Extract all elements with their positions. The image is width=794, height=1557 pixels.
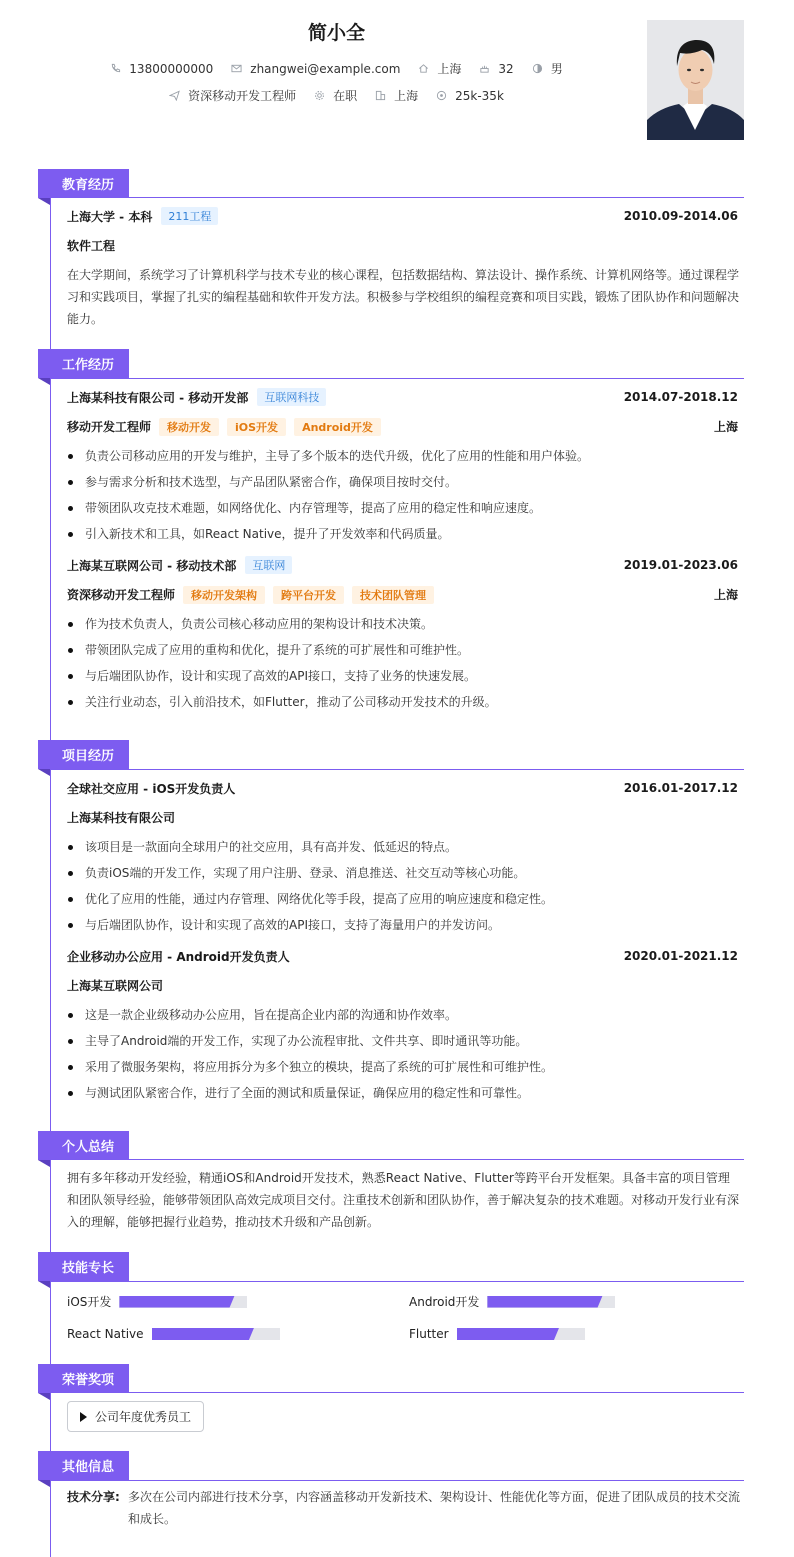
target-city-text: 上海 xyxy=(394,89,419,103)
target-position-info xyxy=(169,87,296,104)
work-period: 2019.01-2023.06 xyxy=(623,558,738,572)
skill-tag: 移动开发架构 xyxy=(183,586,265,604)
section-divider xyxy=(50,1281,744,1282)
list-item: 负责iOS端的开发工作，实现了用户注册、登录、消息推送、社交互动等核心功能。 xyxy=(67,862,738,888)
skill-bar-fill xyxy=(152,1328,254,1340)
email-info xyxy=(231,62,400,76)
play-icon xyxy=(80,1412,87,1422)
job-title: 移动开发工程师 xyxy=(67,420,152,434)
other-info-label: 技术分享: xyxy=(67,1490,120,1504)
list-item: 参与需求分析和技术选型，与产品团队紧密合作，确保项目按时交付。 xyxy=(67,471,738,497)
section-divider xyxy=(50,197,744,198)
project-company: 上海某科技有限公司 xyxy=(67,810,176,825)
skill-tag: 移动开发 xyxy=(159,418,219,436)
section-title-work: 工作经历 xyxy=(38,349,129,378)
list-item: 带领团队攻克技术难题，如网络优化、内存管理等，提高了应用的稳定性和响应速度。 xyxy=(67,497,738,523)
skill-bar xyxy=(152,1328,280,1340)
status-text: 在职 xyxy=(333,89,358,103)
work-entry-2-header xyxy=(67,556,738,574)
section-title-other: 其他信息 xyxy=(38,1451,129,1480)
project-2-header xyxy=(67,947,738,965)
home-icon xyxy=(418,63,429,74)
section-divider xyxy=(50,1159,744,1160)
work-entry-2-bullets xyxy=(67,613,738,717)
list-item: 与后端团队协作，设计和实现了高效的API接口，支持了海量用户的并发访问。 xyxy=(67,914,738,940)
coin-icon xyxy=(436,90,447,101)
company-name: 上海某互联网公司 - 移动技术部 xyxy=(67,558,237,573)
section-title-education: 教育经历 xyxy=(38,169,129,198)
send-icon xyxy=(169,90,180,101)
award-badge xyxy=(67,1401,204,1432)
skill-bar xyxy=(119,1296,247,1308)
other-info-text: 多次在公司内部进行技术分享，内容涵盖移动开发新技术、架构设计、性能优化等方面，促进了团队成员的技术交流和成长。 xyxy=(128,1490,741,1526)
gender-text: 男 xyxy=(550,62,563,76)
salary-info xyxy=(436,89,504,103)
section-title-summary: 个人总结 xyxy=(38,1131,129,1160)
project-1-company xyxy=(67,808,738,826)
education-description: 在大学期间，系统学习了计算机科学与技术专业的核心课程，包括数据结构、算法设计、操作系统、计算机网络等。通过课程学习和实践项目，掌握了扎实的编程基础和软件开发方法。积极参与学校组织的编程竞赛和项目实践，锻炼了团队协作和问题解决能力。 xyxy=(67,268,740,326)
location-text: 上海 xyxy=(437,62,462,76)
list-item: 主导了Android端的开发工作，实现了办公流程审批、文件共享、即时通讯等功能。 xyxy=(67,1030,738,1056)
project-2-company xyxy=(67,976,738,994)
profile-photo xyxy=(647,20,744,140)
salary-text: 25k-35k xyxy=(455,88,504,103)
project-name: 全球社交应用 - iOS开发负责人 xyxy=(67,781,236,796)
work-entry-1-bullets xyxy=(67,445,738,549)
list-item: 带领团队完成了应用的重构和优化，提升了系统的可扩展性和可维护性。 xyxy=(67,639,738,665)
phone-text: 13800000000 xyxy=(129,61,214,76)
gear-icon xyxy=(314,90,325,101)
other-info xyxy=(67,1486,741,1530)
school-tag: 211工程 xyxy=(161,207,218,225)
work-city: 上海 xyxy=(713,588,738,602)
building-icon xyxy=(375,90,386,101)
gender-info xyxy=(532,60,563,77)
skill-bar-fill xyxy=(487,1296,602,1308)
work-city: 上海 xyxy=(713,420,738,434)
major-row xyxy=(67,236,738,254)
list-item: 关注行业动态，引入前沿技术，如Flutter，推动了公司移动开发技术的升级。 xyxy=(67,691,738,717)
skill-item xyxy=(67,1327,280,1341)
list-item: 引入新技术和工具，如React Native，提升了开发效率和代码质量。 xyxy=(67,523,738,549)
list-item: 作为技术负责人，负责公司核心移动应用的架构设计和技术决策。 xyxy=(67,613,738,639)
list-item: 采用了微服务架构，将应用拆分为多个独立的模块，提高了系统的可扩展性和可维护性。 xyxy=(67,1056,738,1082)
summary-text: 拥有多年移动开发经验，精通iOS和Android开发技术，熟悉React Native、Flutter等跨平台开发框架。具备丰富的项目管理和团队领导经验，能够带领团队高效完成项目交付。注重技术创新和团队协作，善于解决复杂的技术难题。对移动开发行业有深入的理解，能够把握行业趋势，推动技术升级和产品创新。 xyxy=(67,1171,740,1229)
skill-name: Flutter xyxy=(409,1327,449,1341)
timeline-line xyxy=(50,196,51,1557)
school-name: 上海大学 - 本科 xyxy=(67,209,153,224)
status-info xyxy=(314,87,357,104)
section-title-honors: 荣誉奖项 xyxy=(38,1364,129,1393)
age-text: 32 xyxy=(498,61,514,76)
section-divider xyxy=(50,378,744,379)
target-city-info xyxy=(375,87,418,104)
phone-info xyxy=(110,62,213,76)
skill-item xyxy=(409,1327,585,1341)
industry-tag: 互联网 xyxy=(245,556,292,574)
candidate-name: 简小全 xyxy=(307,22,365,44)
list-item: 这是一款企业级移动办公应用，旨在提高企业内部的沟通和协作效率。 xyxy=(67,1004,738,1030)
work-period: 2014.07-2018.12 xyxy=(623,390,738,404)
list-item: 与测试团队紧密合作，进行了全面的测试和质量保证，确保应用的稳定性和可靠性。 xyxy=(67,1082,738,1108)
skill-tag: iOS开发 xyxy=(227,418,286,436)
resume-header xyxy=(0,0,794,150)
job-intent-row xyxy=(0,87,673,104)
skill-bar-fill xyxy=(457,1328,559,1340)
list-item: 优化了应用的性能，通过内存管理、网络优化等手段，提高了应用的响应速度和稳定性。 xyxy=(67,888,738,914)
cake-icon xyxy=(479,63,490,74)
education-header xyxy=(67,207,738,225)
list-item: 负责公司移动应用的开发与维护，主导了多个版本的迭代升级，优化了应用的性能和用户体验。 xyxy=(67,445,738,471)
job-title: 资深移动开发工程师 xyxy=(67,588,176,602)
industry-tag: 互联网科技 xyxy=(257,388,326,406)
project-company: 上海某互联网公司 xyxy=(67,978,164,993)
list-item: 该项目是一款面向全球用户的社交应用，具有高并发、低延迟的特点。 xyxy=(67,836,738,862)
project-name: 企业移动办公应用 - Android开发负责人 xyxy=(67,949,290,964)
target-position-text: 资深移动开发工程师 xyxy=(188,89,297,103)
phone-icon xyxy=(110,63,121,74)
section-title-skills: 技能专长 xyxy=(38,1252,129,1281)
major-name: 软件工程 xyxy=(67,238,116,253)
project-1-header xyxy=(67,779,738,797)
contact-row xyxy=(0,60,673,77)
section-title-project: 项目经历 xyxy=(38,740,129,769)
skill-bar-fill xyxy=(119,1296,234,1308)
project-period: 2020.01-2021.12 xyxy=(623,949,738,963)
education-period: 2010.09-2014.06 xyxy=(623,209,738,223)
skill-bar xyxy=(487,1296,615,1308)
work-entry-1-role xyxy=(67,417,738,436)
work-entry-2-role xyxy=(67,585,738,604)
skill-name: iOS开发 xyxy=(67,1295,112,1309)
project-2-bullets xyxy=(67,1004,738,1108)
work-entry-1-header xyxy=(67,388,738,406)
project-period: 2016.01-2017.12 xyxy=(623,781,738,795)
list-item: 与后端团队协作，设计和实现了高效的API接口，支持了业务的快速发展。 xyxy=(67,665,738,691)
skill-item xyxy=(409,1293,615,1310)
skill-item xyxy=(67,1293,247,1310)
location-info xyxy=(418,60,461,77)
skill-name: React Native xyxy=(67,1327,144,1341)
skill-tag: Android开发 xyxy=(294,418,381,436)
section-divider xyxy=(50,1392,744,1393)
company-name: 上海某科技有限公司 - 移动开发部 xyxy=(67,390,249,405)
skill-name: Android开发 xyxy=(409,1295,480,1309)
skill-tag: 跨平台开发 xyxy=(273,586,344,604)
award-name: 公司年度优秀员工 xyxy=(95,1410,192,1424)
skill-bar xyxy=(457,1328,585,1340)
email-text: zhangwei@example.com xyxy=(250,61,401,76)
section-divider xyxy=(50,1480,744,1481)
section-divider xyxy=(50,769,744,770)
age-info xyxy=(479,62,513,76)
gender-icon xyxy=(532,63,543,74)
mail-icon xyxy=(231,63,242,74)
skill-tag: 技术团队管理 xyxy=(352,586,434,604)
project-1-bullets xyxy=(67,836,738,940)
